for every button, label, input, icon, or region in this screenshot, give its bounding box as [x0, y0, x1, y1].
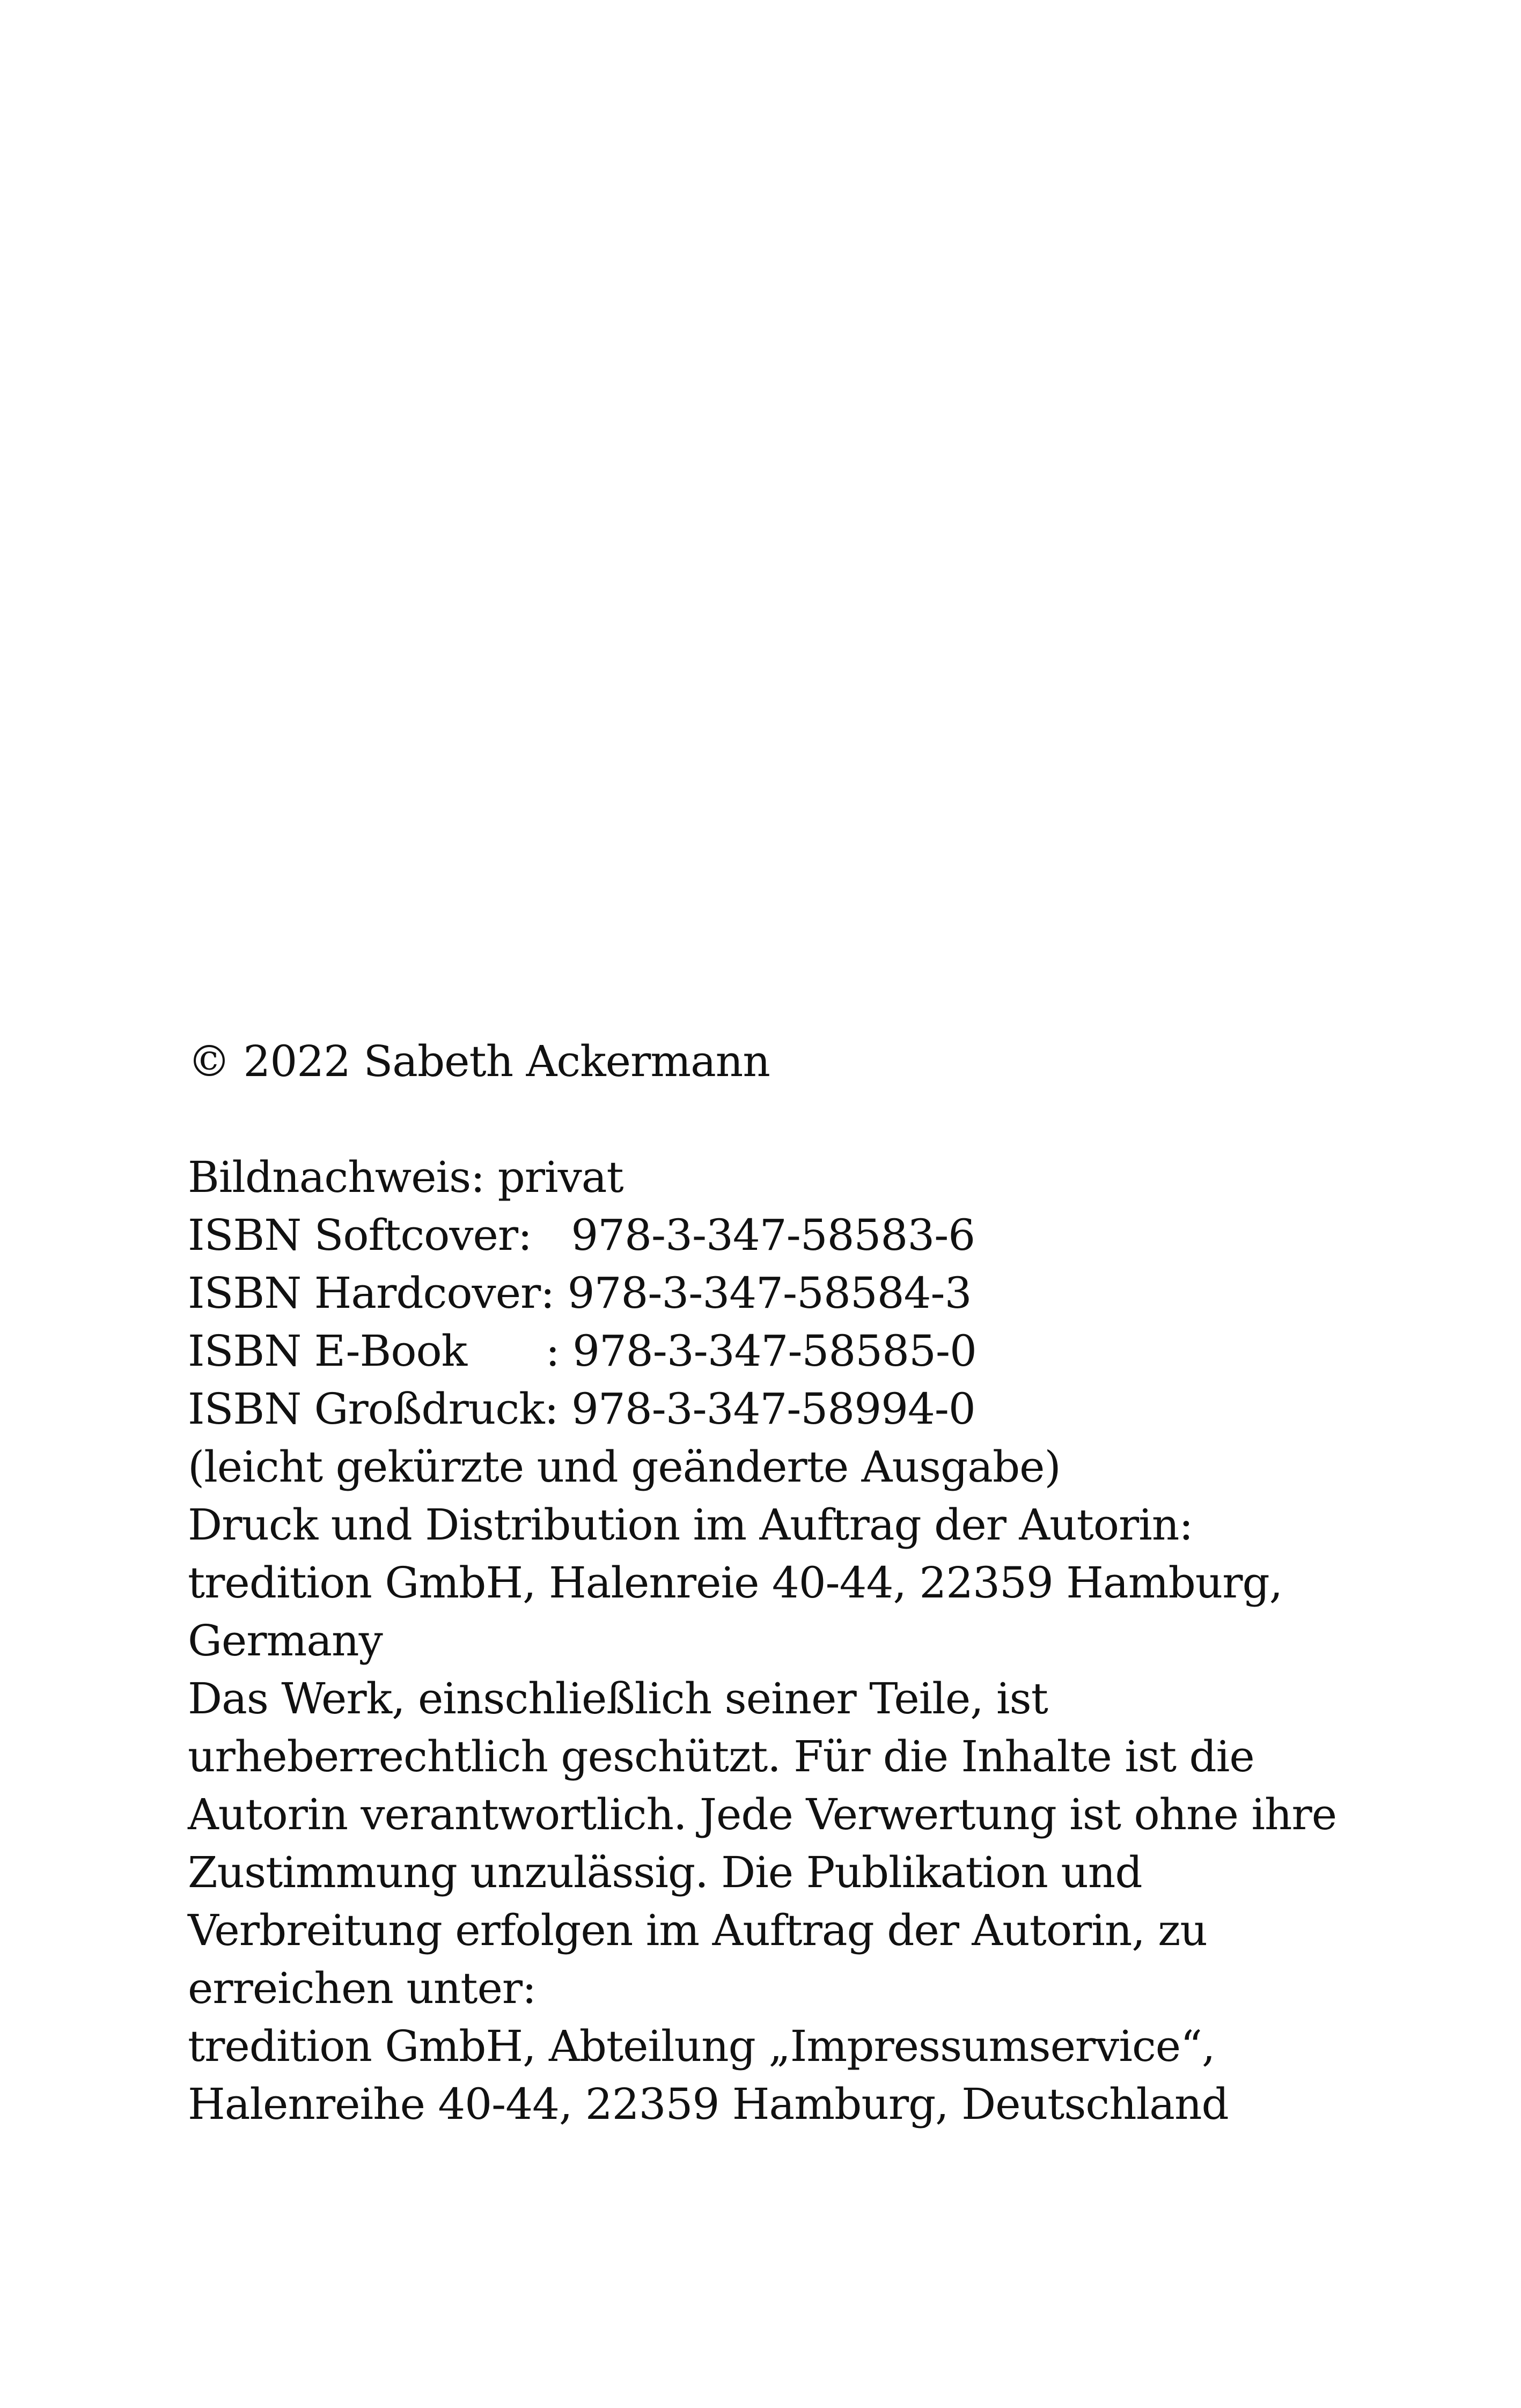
contact-line: Halenreihe 40-44, 22359 Hamburg, Deutschland [188, 2079, 1229, 2129]
image-credit-line: Bildnachweis: privat [188, 1152, 623, 1202]
contact-line: tredition GmbH, Abteilung „Impressumservice“, [188, 2021, 1215, 2071]
publisher-address-line: tredition GmbH, Halenreie 40-44, 22359 Hamburg, [188, 1558, 1283, 1608]
isbn-hardcover-line: ISBN Hardcover: 978-3-347-58584-3 [188, 1268, 972, 1318]
rights-line: Das Werk, einschließlich seiner Teile, ist [188, 1674, 1048, 1724]
rights-line: Verbreitung erfolgen im Auftrag der Autorin, zu [188, 1905, 1207, 1955]
spacer [188, 1091, 1368, 1148]
rights-line: erreichen unter: [188, 1963, 537, 2013]
publisher-country-line: Germany [188, 1616, 383, 1666]
imprint-block [188, 1033, 1368, 2133]
rights-line: urheberrechtlich geschützt. Für die Inhalte ist die [188, 1732, 1254, 1781]
rights-line: Autorin verantwortlich. Jede Verwertung ist ohne ihre [188, 1790, 1337, 1839]
edition-note-line: (leicht gekürzte und geänderte Ausgabe) [188, 1442, 1061, 1492]
print-distribution-line: Druck und Distribution im Auftrag der Autorin: [188, 1500, 1193, 1550]
isbn-large-print-line: ISBN Großdruck: 978-3-347-58994-0 [188, 1384, 975, 1434]
isbn-softcover-line: ISBN Softcover: 978-3-347-58583-6 [188, 1210, 975, 1260]
rights-line: Zustimmung unzulässig. Die Publikation und [188, 1847, 1142, 1897]
isbn-ebook-line: ISBN E-Book : 978-3-347-58585-0 [188, 1326, 976, 1376]
copyright-line: © 2022 Sabeth Ackermann [188, 1036, 770, 1086]
